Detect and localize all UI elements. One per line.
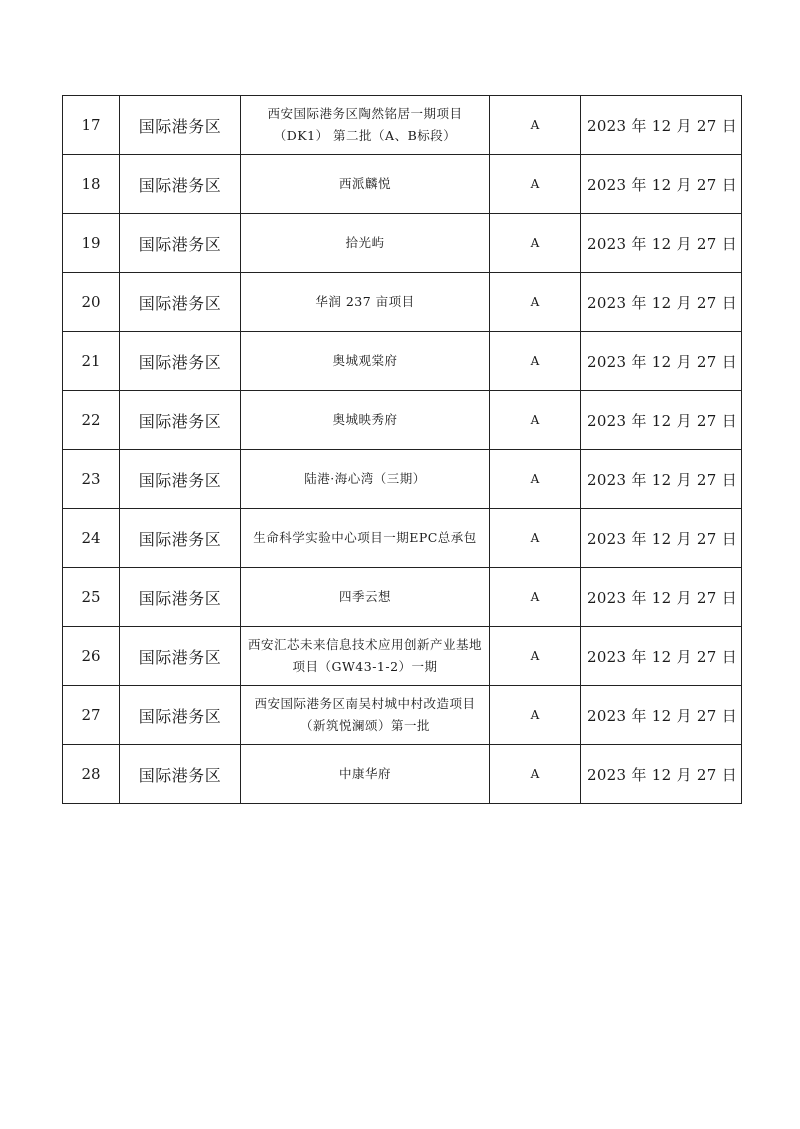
date-cell: 2023 年 12 月 27 日: [581, 214, 742, 273]
grade-cell: A: [490, 391, 581, 450]
project-name-cell: 西安国际港务区陶然铭居一期项目（DK1） 第二批（A、B标段）: [241, 96, 490, 155]
table-row: [63, 450, 742, 509]
row-number: 18: [63, 155, 120, 214]
row-number: 25: [63, 568, 120, 627]
district-cell: 国际港务区: [120, 96, 241, 155]
row-number: 22: [63, 391, 120, 450]
date-cell: 2023 年 12 月 27 日: [581, 332, 742, 391]
row-number: 17: [63, 96, 120, 155]
grade-cell: A: [490, 686, 581, 745]
project-name-cell: 西派麟悦: [241, 155, 490, 214]
table-row: [63, 273, 742, 332]
table-row: [63, 214, 742, 273]
project-name-cell: 西安国际港务区南吴村城中村改造项目 （新筑悦澜颂）第一批: [241, 686, 490, 745]
project-name-cell: 陆港·海心湾（三期）: [241, 450, 490, 509]
row-number: 19: [63, 214, 120, 273]
district-cell: 国际港务区: [120, 745, 241, 804]
district-cell: 国际港务区: [120, 332, 241, 391]
row-number: 27: [63, 686, 120, 745]
grade-cell: A: [490, 96, 581, 155]
grade-cell: A: [490, 568, 581, 627]
district-cell: 国际港务区: [120, 450, 241, 509]
date-cell: 2023 年 12 月 27 日: [581, 627, 742, 686]
table-row: [63, 332, 742, 391]
grade-cell: A: [490, 627, 581, 686]
table-row: [63, 627, 742, 686]
row-number: 24: [63, 509, 120, 568]
row-number: 26: [63, 627, 120, 686]
grade-cell: A: [490, 509, 581, 568]
table-row: [63, 568, 742, 627]
district-cell: 国际港务区: [120, 568, 241, 627]
date-cell: 2023 年 12 月 27 日: [581, 155, 742, 214]
table-row: [63, 96, 742, 155]
date-cell: 2023 年 12 月 27 日: [581, 509, 742, 568]
grade-cell: A: [490, 745, 581, 804]
table-row: [63, 155, 742, 214]
date-cell: 2023 年 12 月 27 日: [581, 273, 742, 332]
project-name-cell: 奥城观棠府: [241, 332, 490, 391]
district-cell: 国际港务区: [120, 686, 241, 745]
project-name-cell: 奥城映秀府: [241, 391, 490, 450]
row-number: 28: [63, 745, 120, 804]
date-cell: 2023 年 12 月 27 日: [581, 745, 742, 804]
project-table: [62, 95, 742, 804]
table-row: [63, 745, 742, 804]
date-cell: 2023 年 12 月 27 日: [581, 686, 742, 745]
date-cell: 2023 年 12 月 27 日: [581, 450, 742, 509]
row-number: 23: [63, 450, 120, 509]
district-cell: 国际港务区: [120, 509, 241, 568]
grade-cell: A: [490, 273, 581, 332]
grade-cell: A: [490, 332, 581, 391]
district-cell: 国际港务区: [120, 391, 241, 450]
district-cell: 国际港务区: [120, 273, 241, 332]
date-cell: 2023 年 12 月 27 日: [581, 391, 742, 450]
project-name-cell: 华润 237 亩项目: [241, 273, 490, 332]
table-row: [63, 686, 742, 745]
project-name-cell: 四季云想: [241, 568, 490, 627]
row-number: 21: [63, 332, 120, 391]
project-name-cell: 拾光屿: [241, 214, 490, 273]
grade-cell: A: [490, 155, 581, 214]
district-cell: 国际港务区: [120, 155, 241, 214]
grade-cell: A: [490, 450, 581, 509]
project-name-cell: 中康华府: [241, 745, 490, 804]
table-row: [63, 509, 742, 568]
grade-cell: A: [490, 214, 581, 273]
date-cell: 2023 年 12 月 27 日: [581, 96, 742, 155]
table-row: [63, 391, 742, 450]
date-cell: 2023 年 12 月 27 日: [581, 568, 742, 627]
row-number: 20: [63, 273, 120, 332]
district-cell: 国际港务区: [120, 214, 241, 273]
project-name-cell: 生命科学实验中心项目一期EPC总承包: [241, 509, 490, 568]
district-cell: 国际港务区: [120, 627, 241, 686]
project-name-cell: 西安汇芯未来信息技术应用创新产业基地项目（GW43-1-2）一期: [241, 627, 490, 686]
